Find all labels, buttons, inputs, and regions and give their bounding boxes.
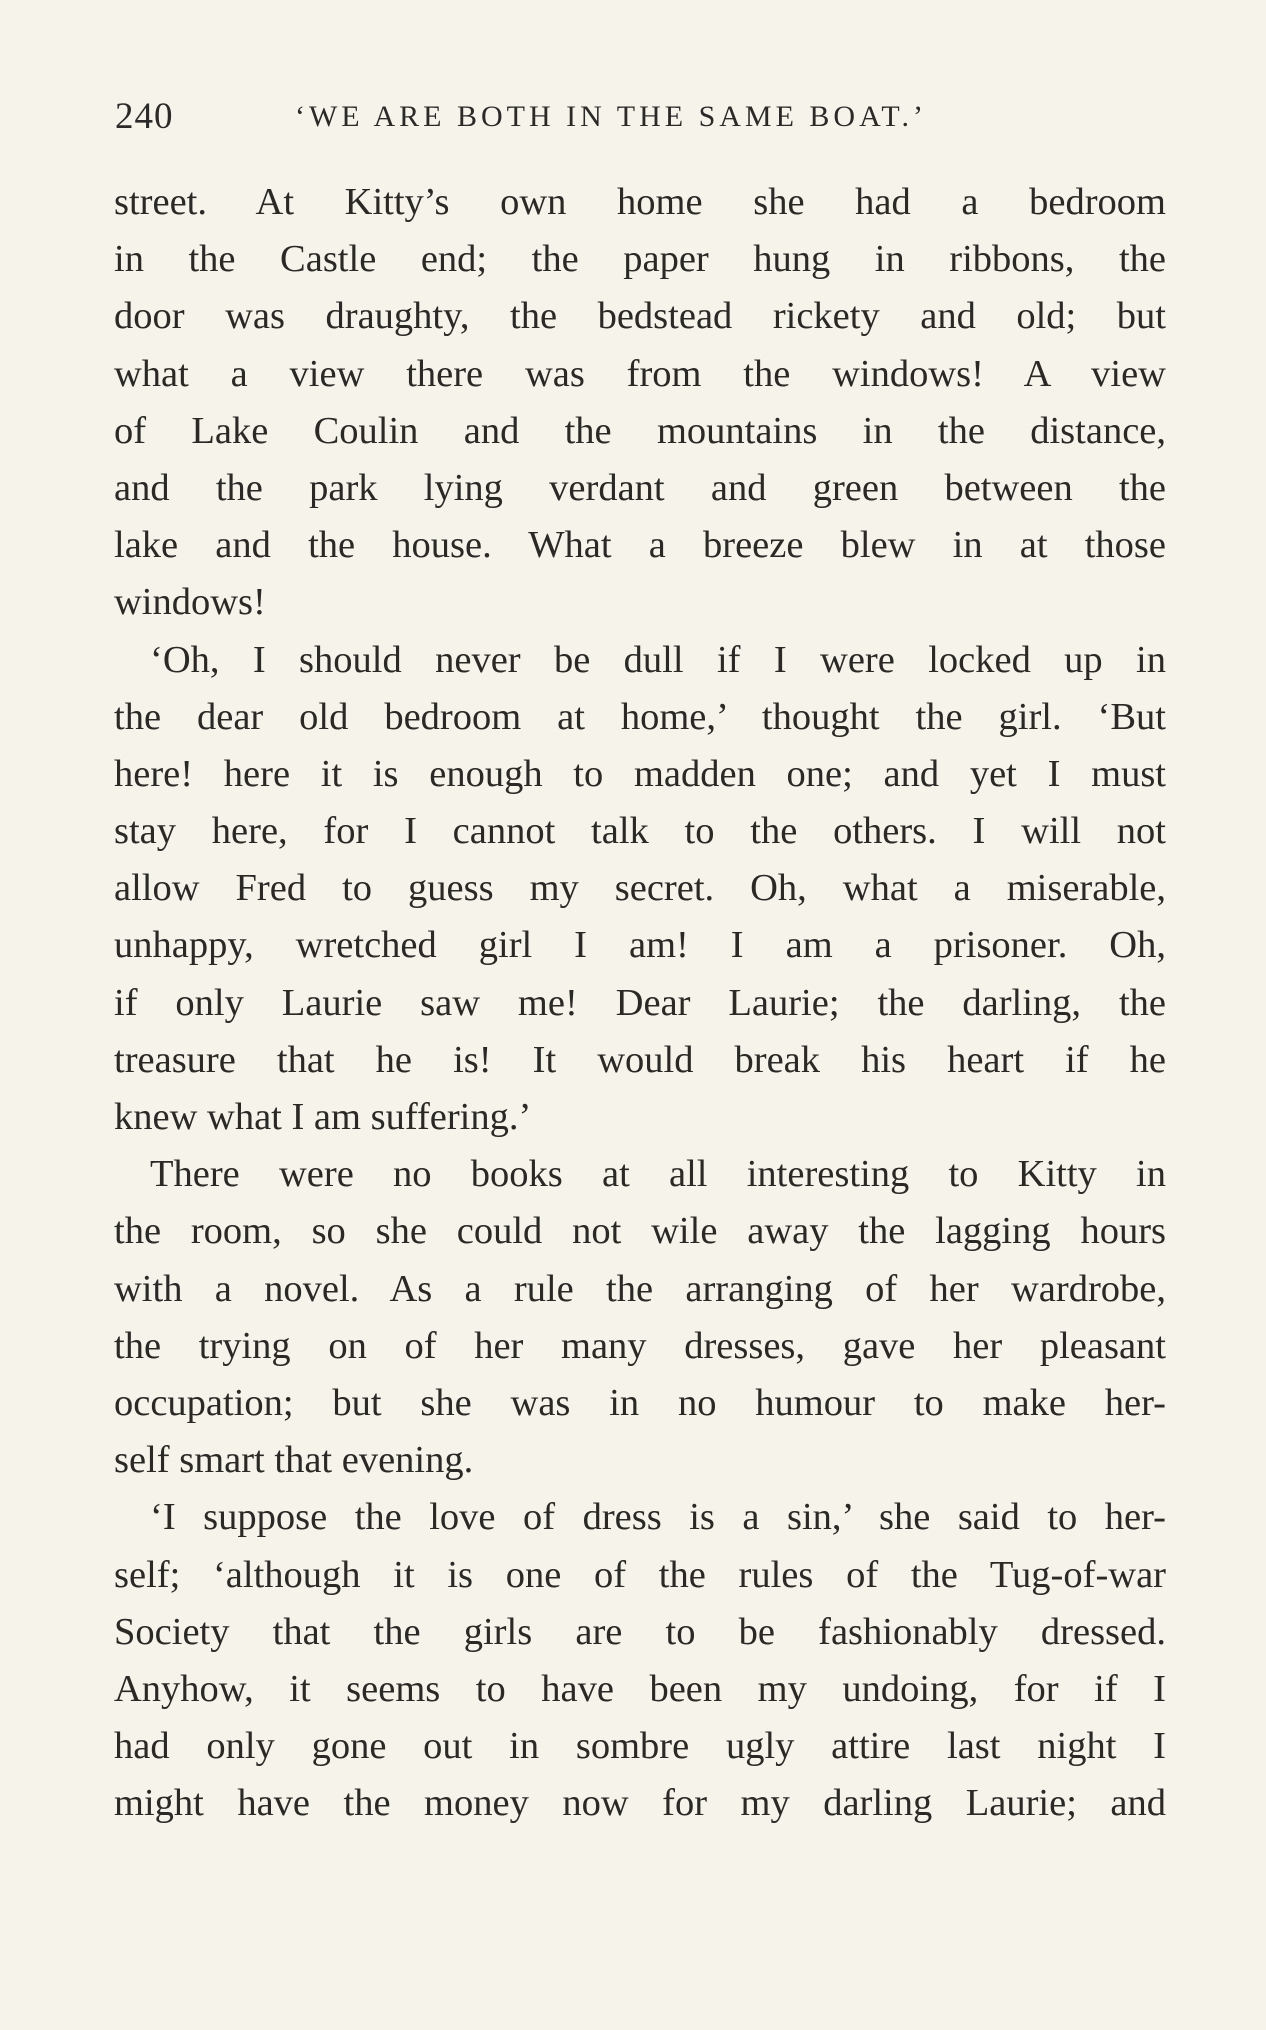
text-line: unhappy, wretched girl I am! I am a prisoner. Oh, — [114, 924, 1166, 967]
text-line: here! here it is enough to madden one; and yet I must — [114, 752, 1166, 795]
running-title: ‘WE ARE BOTH IN THE SAME BOAT.’ — [295, 100, 928, 133]
text-line: the trying on of her many dresses, gave her pleasant — [114, 1324, 1166, 1367]
running-head — [115, 95, 1170, 145]
text-line: treasure that he is! It would break his heart if he — [114, 1038, 1166, 1081]
text-line: if only Laurie saw me! Dear Laurie; the darling, the — [114, 981, 1166, 1024]
text-line: street. At Kitty’s own home she had a bedroom — [114, 181, 1166, 223]
text-line: occupation; but she was in no humour to make her- — [114, 1381, 1166, 1424]
text-line: of Lake Coulin and the mountains in the distance, — [114, 409, 1166, 452]
text-line: stay here, for I cannot talk to the others. I will not — [114, 810, 1166, 853]
text-line: knew what I am suffering.’ — [114, 1096, 532, 1138]
text-line: ‘I suppose the love of dress is a sin,’ she said to her- — [150, 1496, 1166, 1539]
text-line: windows! — [114, 581, 266, 624]
text-line: lake and the house. What a breeze blew in at those — [114, 524, 1166, 567]
text-line: in the Castle end; the paper hung in ribbons, the — [114, 238, 1166, 281]
text-line: Society that the girls are to be fashionably dressed. — [114, 1610, 1166, 1653]
text-line: allow Fred to guess my secret. Oh, what a miserable, — [114, 867, 1166, 910]
body-text — [114, 174, 1166, 1832]
text-line: the room, so she could not wile away the lagging hours — [114, 1210, 1166, 1253]
text-line: and the park lying verdant and green between the — [114, 466, 1166, 509]
text-line: self; ‘although it is one of the rules of the Tug-of-war — [114, 1553, 1166, 1596]
text-line: with a novel. As a rule the arranging of her wardrobe, — [114, 1267, 1166, 1310]
text-line: what a view there was from the windows! A view — [114, 352, 1166, 395]
text-line: Anyhow, it seems to have been my undoing, for if I — [114, 1667, 1166, 1710]
text-line: There were no books at all interesting to Kitty in — [150, 1153, 1166, 1196]
text-line: ‘Oh, I should never be dull if I were locked up in — [150, 638, 1166, 681]
text-line: had only gone out in sombre ugly attire last night I — [114, 1725, 1166, 1768]
page-number: 240 — [115, 96, 174, 137]
text-line: the dear old bedroom at home,’ thought the girl. ‘But — [114, 695, 1166, 738]
text-line: might have the money now for my darling Laurie; and — [114, 1782, 1166, 1825]
text-line: self smart that evening. — [114, 1439, 474, 1482]
text-line: door was draughty, the bedstead rickety and old; but — [114, 295, 1166, 338]
